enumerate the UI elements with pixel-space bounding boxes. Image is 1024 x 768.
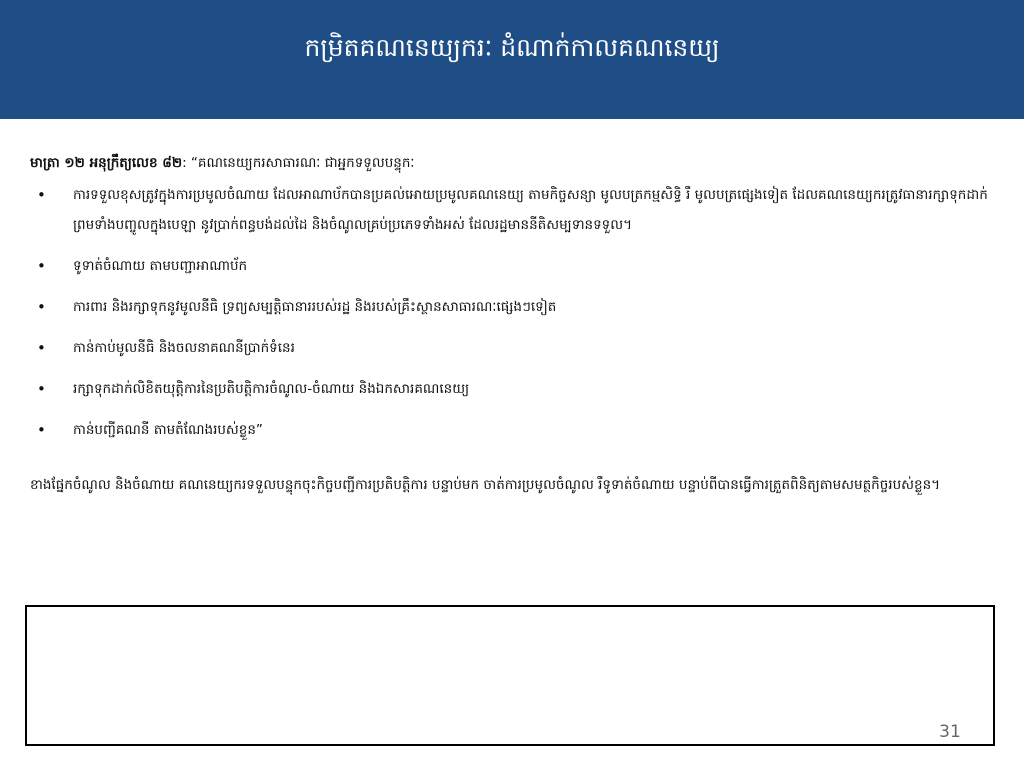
bullet-text: ការពារ និងរក្សាទុកនូវមូលនីធិ ទ្រព្យសម្បត្តិធានាររបស់រដ្ឋ និងរបស់គ្រឹះស្ថានសាធារណៈផ្សេងៗទៀត — [73, 299, 557, 315]
empty-text-box — [25, 605, 995, 746]
intro-line — [30, 150, 990, 176]
slide-header — [0, 0, 1024, 119]
bullet-icon: • — [37, 186, 46, 204]
article-reference: មាត្រា ១២ អនុក្រឹត្យលេខ ៨២ — [30, 155, 183, 171]
bullet-item — [30, 180, 990, 240]
bullet-icon: • — [37, 421, 46, 439]
bullet-text: កាន់កាប់មូលនីធិ និងចលនាគណនីប្រាក់ទំនេរ — [73, 340, 295, 356]
bullet-icon: • — [37, 298, 46, 316]
slide-title: កម្រិតគណនេយ្យករៈ ដំណាក់កាលគណនេយ្យ — [304, 33, 720, 62]
bullet-text: ការទទួលខុសត្រូវក្នុងការប្រមូលចំណាយ ដែលអាណាប័កបានប្រគល់អោយប្រមូលគណនេយ្យ តាមកិច្ចសន្យា មូលបត្រកម្មសិទ្ធិ រឺ មូលបត្រផ្សេងទៀត ដែលគណនេយ្យករត្រូវធានារក្សាទុកដាក់ ព្រមទាំងបញ្ចូលក្នុងបេឡា នូវប្រាក់ពន្ធបង់ដល់ដៃ និងចំណូលគ្រប់ប្រភេទទាំងអស់ ដែលរដ្ឋមាននីតិសម្បទានទទួល។ — [73, 187, 988, 233]
bullet-text: ទូទាត់ចំណាយ តាមបញ្ជាអាណាប័ក — [73, 258, 248, 274]
bullet-icon: • — [37, 380, 46, 398]
bullet-item — [30, 333, 990, 363]
intro-quote: : “គណនេយ្យករសាធារណៈ ជាអ្នកទទួលបន្ទុកៈ — [182, 155, 415, 171]
bullet-item — [30, 415, 990, 445]
bullet-icon: • — [37, 339, 46, 357]
bullet-list — [30, 180, 990, 445]
bullet-item — [30, 251, 990, 281]
bullet-item — [30, 374, 990, 404]
bullet-text: រក្សាទុកដាក់លិខិតយុត្តិការនៃប្រតិបត្តិការចំណូល-ចំណាយ និងឯកសារគណនេយ្យ — [73, 381, 470, 397]
bullet-item — [30, 292, 990, 322]
bullet-icon: • — [37, 257, 46, 275]
bullet-text: កាន់បញ្ជីគណនី តាមតំណែងរបស់ខ្លួន” — [73, 422, 263, 438]
slide-content — [30, 150, 990, 503]
page-number: 31 — [939, 722, 961, 742]
summary-paragraph: ខាងផ្នែកចំណូល និងចំណាយ គណនេយ្យករទទួលបន្ទុកចុះកិច្ចបញ្ជីការប្រតិបត្តិការ បន្ទាប់មក ចាត់ការប្រមូលចំណូល រឺទូទាត់ចំណាយ បន្ទាប់ពីបានធ្វើការត្រួតពិនិត្យតាមសមត្ថកិច្ចរបស់ខ្លួន។ — [30, 477, 941, 493]
